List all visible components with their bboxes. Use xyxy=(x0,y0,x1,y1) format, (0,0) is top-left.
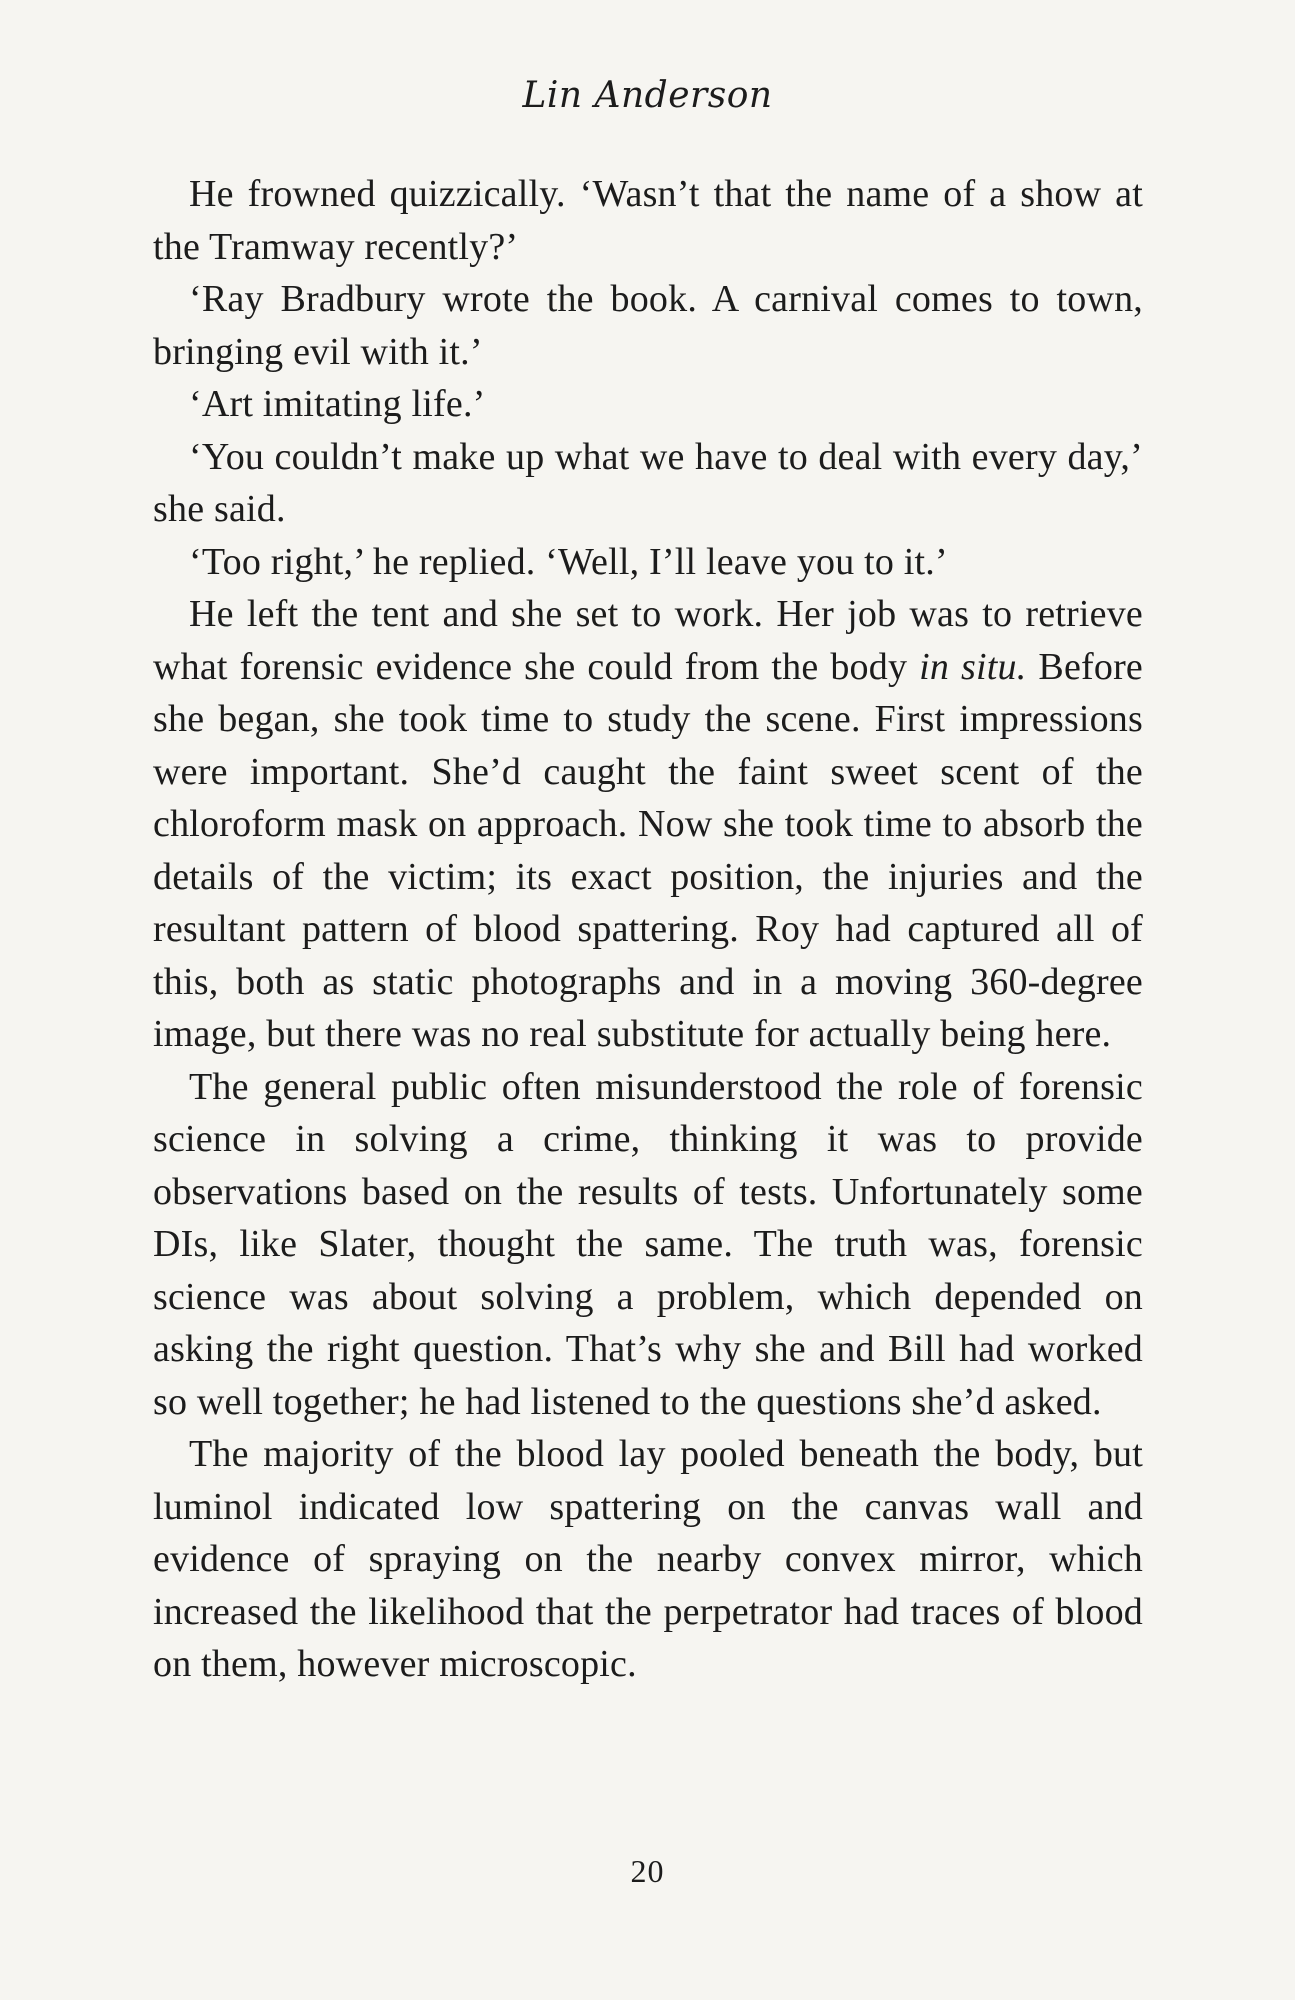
paragraph-6-end: Before she began, she took time to study the scene. First impressions were important. She’d caught the faint sweet scent of the chloroform mask on approach. Now she took time to absorb the details of the victim; its exact position, the injuries and the resultant pattern of blood spattering. Roy had captured all of this, both as static photographs and in a moving 360-degree image, but there was no real substitute for actually being here. xyxy=(153,645,1143,1055)
paragraph-6 xyxy=(153,588,1143,1061)
paragraph-5: ‘Too right,’ he replied. ‘Well, I’ll leave you to it.’ xyxy=(189,540,948,583)
paragraph-8: The majority of the blood lay pooled beneath the body, but luminol indicated low spattering on the canvas wall and evidence of spraying on the nearby convex mirror, which increased the likelihood that the perpetrator had traces of blood on them, however microscopic. xyxy=(153,1433,1143,1685)
paragraph-3: ‘Art imitating life.’ xyxy=(189,383,486,425)
page-number: 20 xyxy=(630,1853,665,1889)
body-text xyxy=(153,168,1143,1691)
paragraph-4: ‘You couldn’t make up what we have to deal with every day,’ she said. xyxy=(153,435,1143,530)
paragraph-2: ‘Ray Bradbury wrote the book. A carnival comes to town, bringing evil with it.’ xyxy=(153,278,1143,373)
paragraph-6-italic: in situ. xyxy=(919,645,1027,688)
running-head-author: Lin Anderson xyxy=(522,75,773,116)
paragraph-6-start: He left the tent and she set to work. Her job was to retrieve what forensic evidence she could from the body xyxy=(153,593,1143,688)
paragraph-1: He frowned quizzically. ‘Wasn’t that the name of a show at the Tramway recently?’ xyxy=(153,173,1143,268)
paragraph-7: The general public often misunderstood the role of forensic science in solving a crime, thinking it was to provide observations based on the results of tests. Unfortunately some DIs, like Slater, thought the same. The truth was, forensic science was about solving a problem, which depended on asking the right question. That’s why she and Bill had worked so well together; he had listened to the questions she’d asked. xyxy=(153,1065,1143,1423)
